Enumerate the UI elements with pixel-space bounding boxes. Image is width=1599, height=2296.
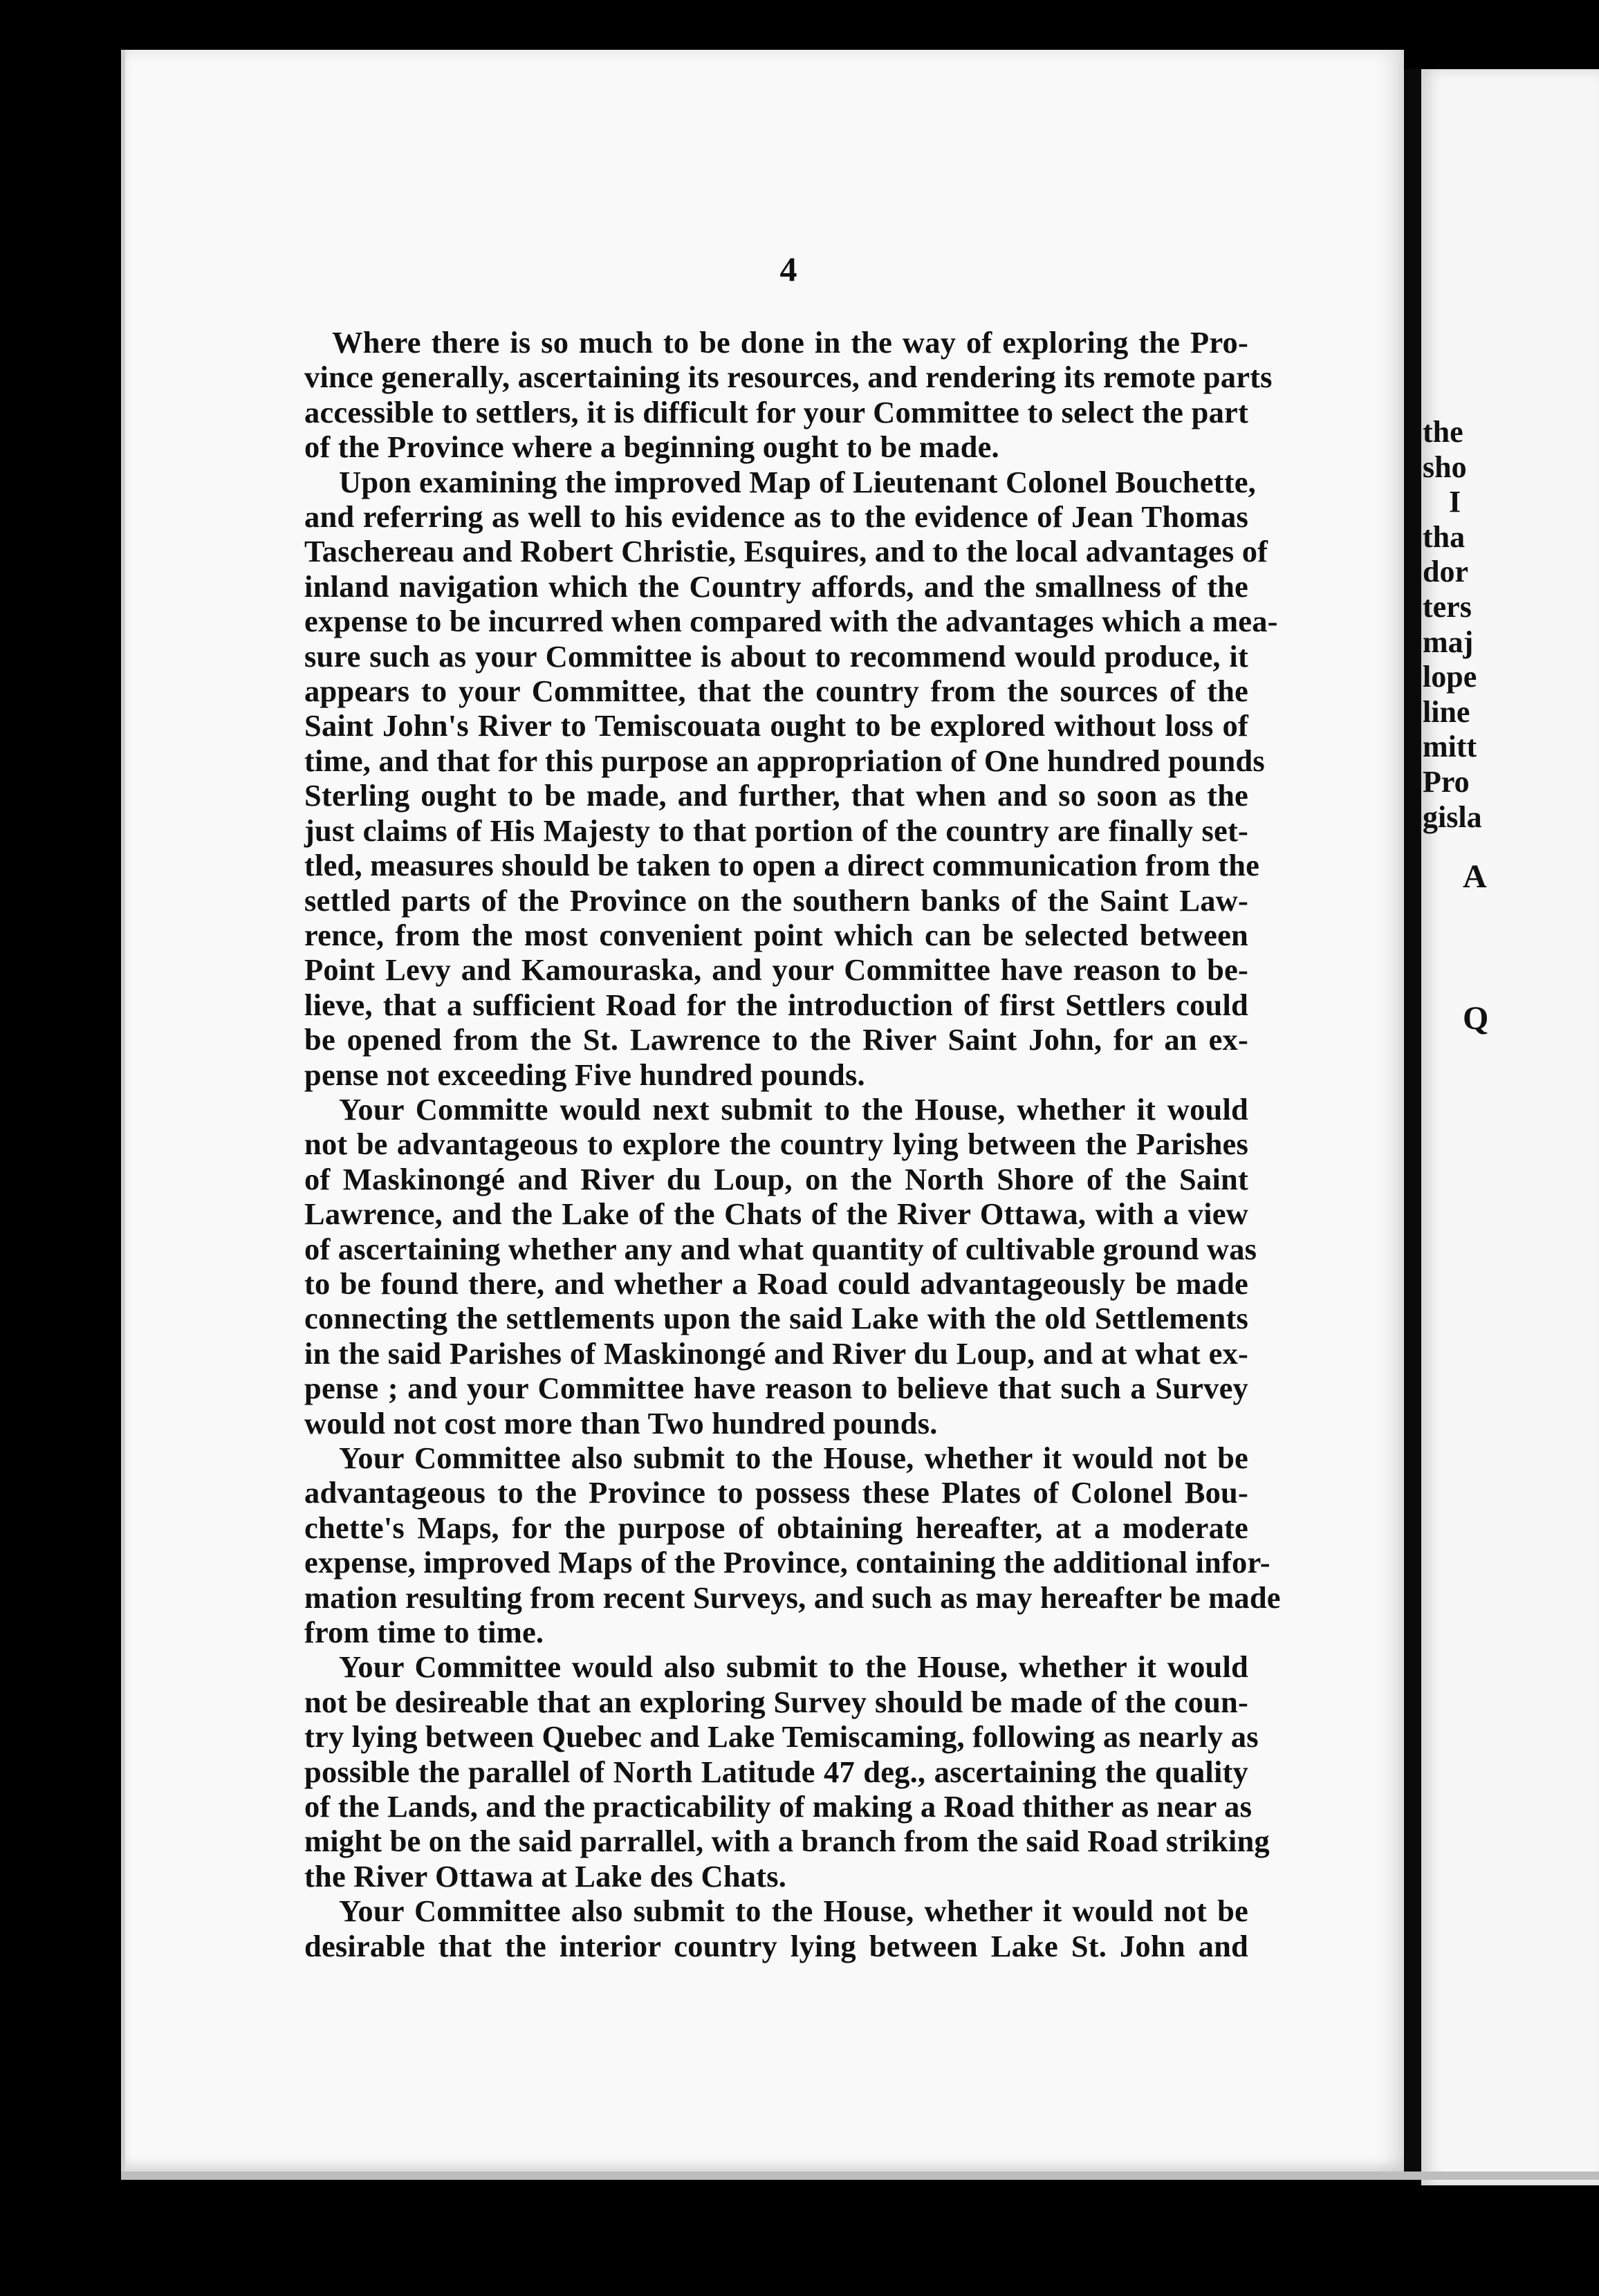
body-text [304,325,1281,1963]
text-line: from time to time. [304,1615,544,1650]
text-line: expense, improved Maps of the Province, containing the additional infor- [304,1545,1270,1580]
text-line: of Maskinongé and River du Loup, on the North Shore of the Saint [304,1161,1248,1196]
right-page-letter-a: A [1463,858,1487,895]
right-page-fragment: mitt [1423,730,1477,764]
page-fold [1404,69,1421,2178]
right-page-fragment: I [1449,485,1461,519]
text-line: settled parts of the Province on the southern banks of the Saint Law- [304,882,1248,918]
text-line: expense to be incurred when compared with the advantages which a mea- [304,604,1278,639]
text-line: to be found there, and whether a Road could advantageously be made [304,1266,1248,1301]
page-number: 4 [779,250,797,288]
text-line: the River Ottawa at Lake des Chats. [304,1858,787,1894]
text-line: Where there is so much to be done in the way of exploring the Pro- [332,325,1248,360]
right-page-fragment: Pro [1423,764,1470,799]
text-line: possible the parallel of North Latitude 47 deg., ascertaining the quality [304,1754,1248,1789]
text-line: might be on the said parrallel, with a branch from the said Road striking [304,1824,1270,1859]
text-line: desirable that the interior country lying between Lake St. John and [304,1928,1248,1963]
right-page-fragment: dor [1423,555,1468,589]
text-line: Your Committee would also submit to the House, whether it would [339,1649,1248,1685]
text-line: not be advantageous to explore the country lying between the Parishes [304,1127,1248,1162]
text-line: Your Committee also submit to the House, whether it would not be [339,1894,1248,1929]
text-line: pense ; and your Committee have reason to believe that such a Survey [304,1371,1248,1406]
text-line: chette's Maps, for the purpose of obtaining hereafter, at a moderate [304,1510,1248,1545]
paragraph [304,464,1278,1092]
text-line: not be desireable that an exploring Survey should be made of the coun- [304,1684,1248,1719]
right-page-text-fragments [1421,415,1482,835]
text-line: in the said Parishes of Maskinongé and River du Loup, and at what ex- [304,1335,1248,1371]
text-line: be opened from the St. Lawrence to the River Saint John, for an ex- [304,1022,1248,1057]
right-page-fragment: ters [1423,589,1472,624]
text-line: would not cost more than Two hundred pounds. [304,1405,938,1441]
paragraph [304,1441,1281,1650]
text-line: vince generally, ascertaining its resources, and rendering its remote parts [304,360,1273,395]
text-line: Your Committee also submit to the House, whether it would not be [339,1441,1248,1475]
text-line: accessible to settlers, it is difficult for your Committee to select the part [304,394,1248,429]
paragraph [304,1091,1257,1441]
text-line: of the Province where a beginning ought to be made. [304,429,999,465]
right-page-fragment: sho [1423,450,1467,484]
text-line: try lying between Quebec and Lake Temiscaming, following as nearly as [304,1719,1259,1755]
right-page [1421,69,1599,2185]
text-line: Saint John's River to Temiscouata ought to be explored without loss of [304,708,1248,743]
right-page-fragment: tha [1423,519,1466,554]
paragraph [304,325,1273,465]
text-line: rence, from the most convenient point which can be selected between [304,917,1248,952]
right-page-fragment: maj [1423,624,1474,659]
right-page-fragment: lope [1423,660,1477,694]
text-line: tled, measures should be taken to open a direct communication from the [304,848,1260,883]
text-line: sure such as your Committee is about to recommend would produce, it [304,638,1248,674]
text-line: and referring as well to his evidence as to the evidence of Jean Thomas [304,499,1248,535]
text-line: of ascertaining whether any and what quantity of cultivable ground was [304,1231,1257,1266]
text-line: mation resulting from recent Surveys, and such as may hereafter be made [304,1580,1281,1615]
paragraph [304,1649,1270,1894]
text-line: just claims of His Majesty to that portion of the country are finally set- [304,813,1248,848]
text-line: Upon examining the improved Map of Lieutenant Colonel Bouchette, [339,464,1256,499]
text-line: time, and that for this purpose an appropriation of One hundred pounds [304,743,1265,778]
text-line: Taschereau and Robert Christie, Esquires, and to the local advantages of [304,534,1268,569]
right-page-fragment: gisla [1423,799,1482,834]
text-line: appears to your Committee, that the country from the sources of the [304,674,1248,709]
text-line: connecting the settlements upon the said Lake with the old Settlements [304,1301,1248,1336]
right-page-fragment: line [1423,694,1470,729]
right-page-letter-q: Q [1463,1000,1489,1037]
text-line: of the Lands, and the practicability of making a Road thither as near as [304,1789,1253,1824]
text-line: advantageous to the Province to possess these Plates of Colonel Bou- [304,1475,1248,1510]
text-line: pense not exceeding Five hundred pounds. [304,1057,865,1092]
paragraph [304,1894,1248,1963]
text-line: Your Committe would next submit to the House, whether it would [339,1091,1248,1127]
text-line: Point Levy and Kamouraska, and your Committee have reason to be- [304,952,1248,988]
text-line: lieve, that a sufficient Road for the introduction of first Settlers could [304,987,1248,1022]
text-line: Sterling ought to be made, and further, that when and so soon as the [304,778,1248,813]
right-page-fragment: the [1423,415,1463,449]
text-line: inland navigation which the Country affords, and the smallness of the [304,568,1248,604]
page-bottom-edge [121,2172,1599,2180]
text-line: Lawrence, and the Lake of the Chats of the River Ottawa, with a view [304,1196,1248,1232]
